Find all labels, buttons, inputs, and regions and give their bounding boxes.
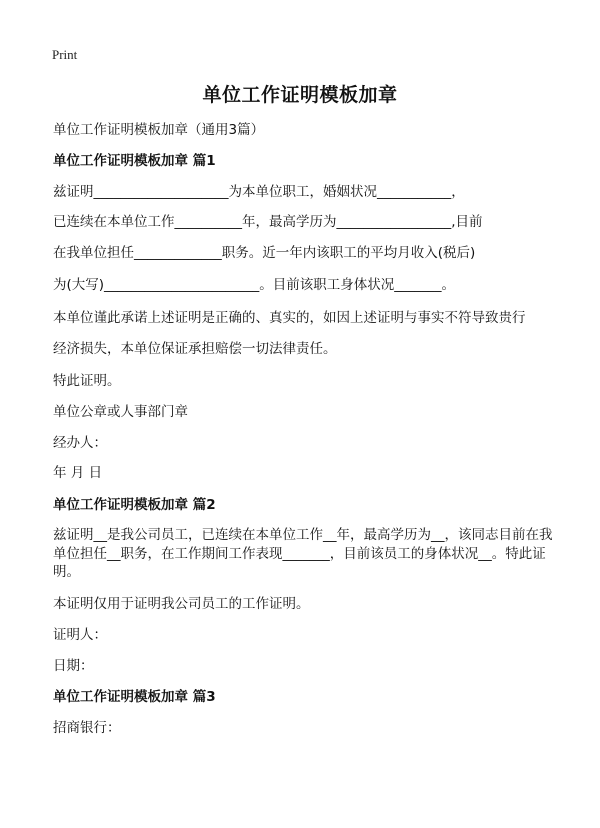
section-3-line: 招商银行： <box>53 720 121 736</box>
document-subtitle: 单位工作证明模板加章（通用3篇） <box>53 122 265 138</box>
section-1-line: 本单位谨此承诺上述证明是正确的、真实的，如因上述证明与事实不符导致贵行 <box>53 310 526 326</box>
section-2-line: 本证明仅用于证明我公司员工的工作证明。 <box>53 596 310 612</box>
print-link[interactable]: Print <box>52 47 78 62</box>
section-1-line: 年 月 日 <box>53 465 103 481</box>
section-3-heading: 单位工作证明模板加章 篇3 <box>53 689 216 705</box>
section-2-line: 日期： <box>53 658 94 674</box>
section-1-line: 单位公章或人事部门章 <box>53 404 188 420</box>
section-2-heading: 单位工作证明模板加章 篇2 <box>53 497 216 513</box>
section-2-paragraph: 兹证明__是我公司员工，已连续在本单位工作__年，最高学历为__，该同志目前在我单位担任__职务，在工作期间工作表现_______，目前该员工的身体状况__。特此证明。 <box>53 527 553 580</box>
section-1-heading: 单位工作证明模板加章 篇1 <box>53 153 216 169</box>
section-1-line: 已连续在本单位工作__________年，最高学历为_________________,目前 <box>53 214 483 230</box>
page-title: 单位工作证明模板加章 <box>202 84 398 106</box>
section-1-line: 特此证明。 <box>53 373 121 389</box>
section-1-line: 为(大写)_______________________。目前该职工身体状况_______。 <box>53 277 456 293</box>
section-1-line: 在我单位担任_____________职务。近一年内该职工的平均月收入(税后) <box>53 245 476 261</box>
section-1-line: 经济损失，本单位保证承担赔偿一切法律责任。 <box>53 341 337 357</box>
section-1-line: 经办人： <box>53 435 107 451</box>
section-1-line: 兹证明____________________为本单位职工，婚姻状况___________， <box>53 184 465 200</box>
section-2-line: 证明人： <box>53 627 107 643</box>
